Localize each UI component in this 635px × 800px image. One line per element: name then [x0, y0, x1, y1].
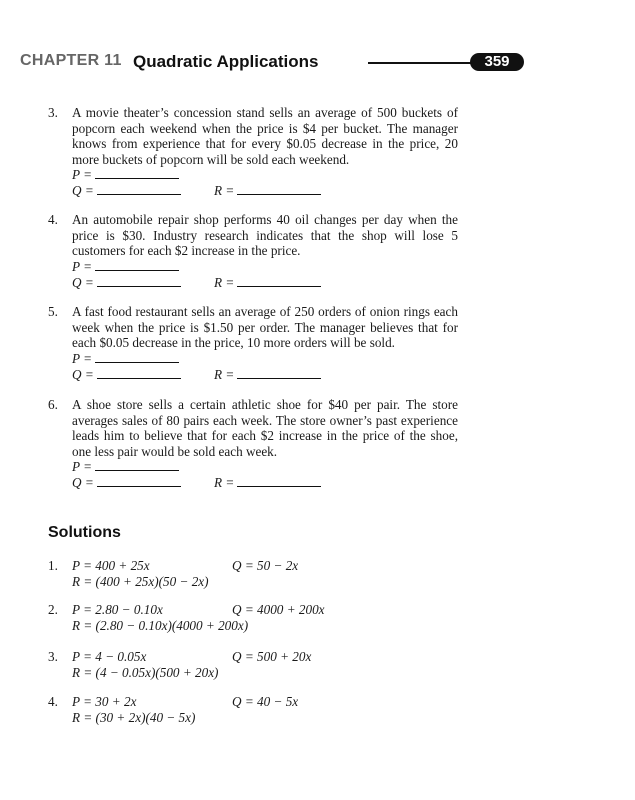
solution-1 [48, 558, 468, 590]
solution-pq-line [72, 694, 468, 710]
r-label: R = [214, 274, 235, 290]
solution-number: 3. [48, 649, 58, 664]
problem-4 [48, 212, 458, 291]
problem-text: An automobile repair shop performs 40 oil changes per day when the price is $30. Industry research indicates that the shop will lose 5 customers for each $2 increase in the price. [72, 212, 458, 258]
problem-number: 3. [48, 105, 58, 120]
solution-number: 2. [48, 602, 58, 617]
r-answer-blank[interactable] [237, 475, 321, 487]
p-answer-blank[interactable] [95, 351, 179, 363]
r-label: R = [214, 183, 235, 198]
p-answer-blank[interactable] [95, 167, 179, 179]
qr-answer-line [72, 275, 458, 291]
q-label: Q = [72, 475, 94, 490]
r-answer-blank[interactable] [237, 275, 321, 287]
problem-3 [48, 105, 458, 199]
q-answer-blank[interactable] [97, 475, 181, 487]
p-label: P = [72, 350, 93, 366]
solution-pq-line [72, 649, 468, 665]
problem-text: A shoe store sells a certain athletic shoe for $40 per pair. The store averages sales of 80 pairs each week. The store owner’s past experience leads him to believe that for each $2 increase in the price of the shoe, one less pair would be sold each week. [72, 397, 458, 459]
solution-q: Q = 500 + 20x [232, 649, 312, 664]
solution-r: R = (30 + 2x)(40 − 5x) [72, 710, 196, 725]
problem-text: A movie theater’s concession stand sells an average of 500 buckets of popcorn each weekend when the price is $4 per bucket. The manager knows from experience that for every $0.05 decrease in the price, 20 more buckets of popcorn will be sold each weekend. [72, 105, 458, 167]
solution-p: P = 30 + 2x [72, 694, 137, 709]
solution-number: 1. [48, 558, 58, 573]
solutions-heading: Solutions [48, 524, 121, 541]
r-answer-blank[interactable] [237, 367, 321, 379]
p-label: P = [72, 459, 93, 474]
solution-4 [48, 694, 468, 726]
r-answer-blank[interactable] [237, 183, 321, 195]
p-answer-blank[interactable] [95, 259, 179, 271]
problem-6 [48, 397, 458, 491]
q-label: Q = [72, 366, 94, 382]
page-header [20, 52, 525, 74]
problem-5 [48, 304, 458, 383]
solution-q: Q = 4000 + 200x [232, 602, 325, 617]
solution-pq-line [72, 558, 468, 574]
solution-p: P = 2.80 − 0.10x [72, 602, 163, 617]
solution-p: P = 400 + 25x [72, 558, 150, 573]
solution-r: R = (400 + 25x)(50 − 2x) [72, 574, 209, 589]
r-label: R = [214, 475, 235, 490]
page-number-badge: 359 [470, 53, 524, 71]
solution-number: 4. [48, 694, 58, 709]
chapter-label: CHAPTER 11 [20, 52, 122, 69]
solution-q: Q = 50 − 2x [232, 558, 299, 573]
header-rule [368, 62, 474, 64]
p-label: P = [72, 258, 93, 274]
solution-r: R = (2.80 − 0.10x)(4000 + 200x) [72, 618, 249, 633]
q-label: Q = [72, 274, 94, 290]
p-answer-line [72, 259, 458, 275]
p-answer-line [72, 351, 458, 367]
q-answer-blank[interactable] [97, 275, 181, 287]
q-label: Q = [72, 183, 94, 198]
p-answer-blank[interactable] [95, 459, 179, 471]
problem-number: 4. [48, 212, 58, 227]
q-answer-blank[interactable] [97, 183, 181, 195]
p-label: P = [72, 167, 93, 182]
problem-number: 5. [48, 304, 58, 319]
qr-answer-line [72, 367, 458, 383]
r-label: R = [214, 366, 235, 382]
qr-answer-line [72, 475, 458, 491]
solution-3 [48, 649, 468, 681]
solution-q: Q = 40 − 5x [232, 694, 299, 709]
problem-text: A fast food restaurant sells an average of 250 orders of onion rings each week when the price is $1.50 per order. The manager believes that for each $0.05 decrease in the price, 10 more orders will be sold. [72, 304, 458, 350]
solution-2 [48, 602, 468, 634]
solution-p: P = 4 − 0.05x [72, 649, 147, 664]
chapter-title: Quadratic Applications [133, 52, 319, 71]
problem-number: 6. [48, 397, 58, 412]
solution-pq-line [72, 602, 468, 618]
solution-r: R = (4 − 0.05x)(500 + 20x) [72, 665, 219, 680]
p-answer-line [72, 167, 458, 183]
p-answer-line [72, 459, 458, 475]
qr-answer-line [72, 183, 458, 199]
q-answer-blank[interactable] [97, 367, 181, 379]
